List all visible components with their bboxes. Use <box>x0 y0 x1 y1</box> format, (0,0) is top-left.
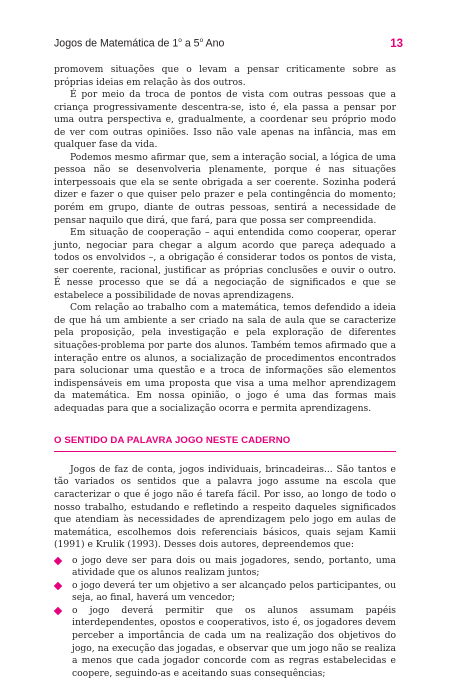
bullet-text: o jogo deverá ter um objetivo a ser alcançado pelos participantes, ou seja, ao final, haverá um vencedor; <box>72 579 396 604</box>
running-title: Jogos de Matemática de 1$^o$ a 5$^o$ Ano <box>54 37 225 50</box>
bullet-text: o jogo deverá permitir que os alunos assumam papéis interdependentes, opostos e cooperativos, isto é, os jogadores devem perceber a importância de cada um na realização dos objetivos do jogo, na execução das jogadas, e observar que um jogo não se realiza a menos que cada jogador concorde com as regras estabelecidas e coopere, seguindo-as e aceitando suas consequências; <box>72 604 396 679</box>
pink-diamond-icon <box>54 582 62 590</box>
section-paragraph: Jogos de faz de conta, jogos individuais, brincadeiras... São tantos e tão variados os sentidos que a palavra jogo assume na escola que caracterizar o que é jogo não é tarefa fácil. Por isso, ao longo de todo o nosso trabalho, estudando e refletindo a respeito daqueles significados que atendiam às necessidades de aprendizagem pelo jogo em aulas de matemática, escolhemos dois referenciais básicos, quais sejam Kamii (1991) e Krulik (1993). Desses dois autores, depreendemos que: <box>54 463 396 551</box>
bullet-item <box>54 580 396 605</box>
page-number: 13 <box>390 37 403 50</box>
body-paragraph: É por meio da troca de pontos de vista com outras pessoas que a criança progressivamente descentra-se, isto é, ela passa a pensar por uma outra perspectiva e, gradualmente, a coordenar seu próprio modo de ver com outras opiniões. Isso não vale apenas na infância, mas em qualquer fase da vida. <box>54 89 396 151</box>
body-paragraph: Em situação de cooperação – aqui entendida como cooperar, operar junto, negociar para chegar a algum acordo que pareça adequado a todos os envolvidos –, a obrigação é considerar todos os pontos de vista, ser coerente, racional, justificar as próprias conclusões e ouvir o outro. É nesse processo que se dá a negociação de significados e que se estabelece a possibilidade de novas aprendizagens. <box>54 227 396 301</box>
body-paragraph: Podemos mesmo afirmar que, sem a interação social, a lógica de uma pessoa não se desenvolveria plenamente, porque é nas situações interpessoais que ela se sente obrigada a ser coerente. Sozinha poderá dizer e fazer o que quiser pelo prazer e pela contingência do momento; porém em grupo, diante de outras pessoas, sentirá a necessidade de pensar naquilo que dirá, que fará, para que possa ser compreendida. <box>54 151 396 226</box>
section-heading: O SENTIDO DA PALAVRA JOGO NESTE CADERNO <box>54 435 396 452</box>
bullet-list <box>54 555 396 680</box>
body-paragraph: promovem situações que o levam a pensar criticamente sobre as próprias ideias em relação às dos outros. <box>54 64 396 88</box>
body-paragraph: Com relação ao trabalho com a matemática, temos defendido a ideia de que há um ambiente a ser criado na sala de aula que se caracterize pela proposição, pela investigação e pela exploração de diferentes situações-problema por parte dos alunos. Também temos afirmado que a interação entre os alunos, a socialização de procedimentos encontrados para solucionar uma questão e a troca de informações são elementos indispensáveis em uma proposta que visa a uma melhor aprendizagem da matemática. Em nossa opinião, o jogo é uma das formas mais adequadas para que a socialização ocorra e permita aprendizagens. <box>54 302 396 414</box>
pink-diamond-icon <box>54 607 62 615</box>
bullet-item <box>54 555 396 580</box>
page-header <box>54 37 403 50</box>
page-body <box>54 64 396 680</box>
pink-diamond-icon <box>54 556 62 564</box>
bullet-item <box>54 605 396 680</box>
bullet-text: o jogo deve ser para dois ou mais jogadores, sendo, portanto, uma atividade que os alunos realizam juntos; <box>72 554 396 579</box>
